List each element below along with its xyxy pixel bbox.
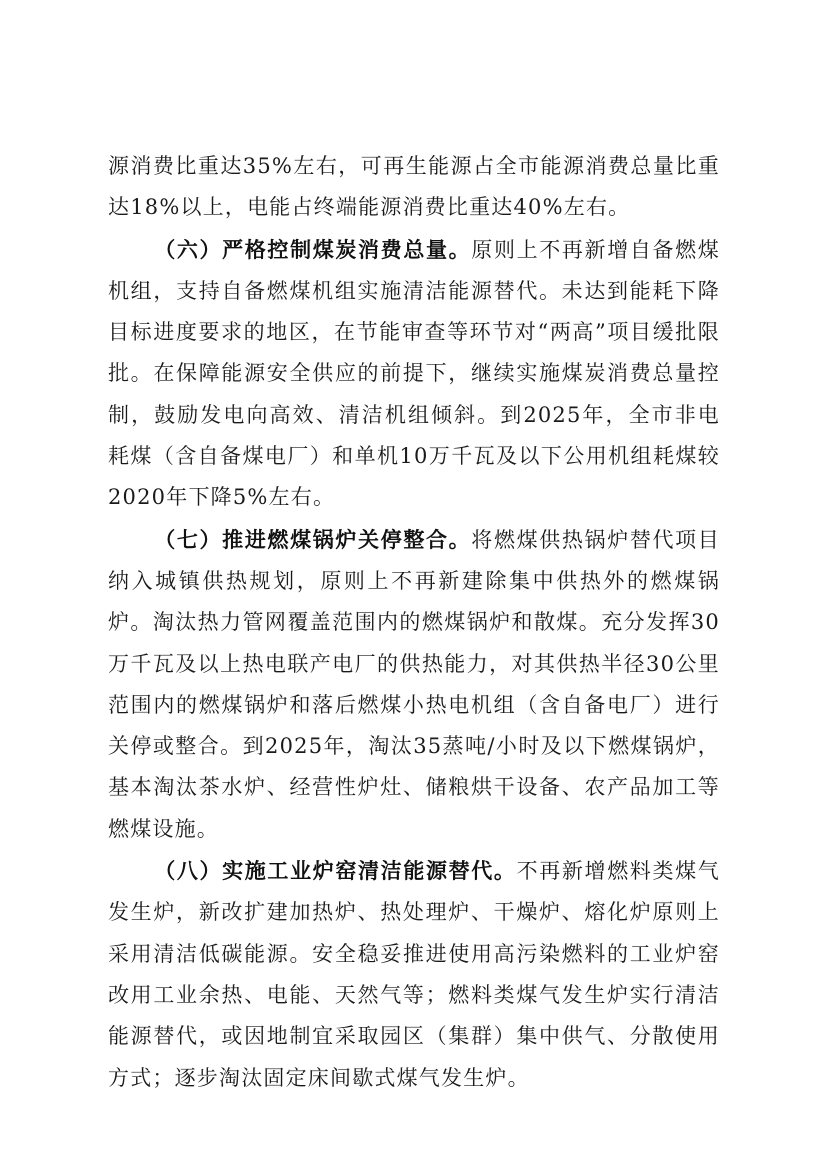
paragraph-coal-consumption-control [108,229,720,519]
document-page [108,146,720,1099]
paragraph-text: 源消费比重达35%左右，可再生能源占全市能源消费总量比重达18%以上，电能占终端能源消费比重达40%左右。 [108,154,720,220]
paragraph-text: 不再新增燃料类煤气发生炉，新改扩建加热炉、热处理炉、干燥炉、熔化炉原则上采用清洁低碳能源。安全稳妥推进使用高污染燃料的工业炉窑改用工业余热、电能、天然气等；燃料类煤气发生炉实行清洁能源替代，或因地制宜采取园区（集群）集中供气、分散使用方式；逐步淘汰固定床间歇式煤气发生炉。 [108,859,720,1090]
paragraph-text: 原则上不再新增自备燃煤机组，支持自备燃煤机组实施清洁能源替代。未达到能耗下降目标进度要求的地区，在节能审查等环节对“两高”项目缓批限批。在保障能源安全供应的前提下，继续实施煤炭消费总量控制，鼓励发电向高效、清洁机组倾斜。到2025年，全市非电耗煤（含自备煤电厂）和单机10万千瓦及以下公用机组耗煤较2020年下降5%左右。 [108,237,720,510]
section-heading-8: （八）实施工业炉窑清洁能源替代。 [154,858,517,884]
section-heading-7: （七）推进燃煤锅炉关停整合。 [154,526,472,552]
paragraph-coal-boiler-shutdown [108,519,720,850]
section-heading-6: （六）严格控制煤炭消费总量。 [154,236,472,262]
paragraph-industrial-kiln-replacement [108,850,720,1099]
paragraph-energy-targets [108,146,720,229]
paragraph-text: 将燃煤供热锅炉替代项目纳入城镇供热规划，原则上不再新建除集中供热外的燃煤锅炉。淘汰热力管网覆盖范围内的燃煤锅炉和散煤。充分发挥30万千瓦及以上热电联产电厂的供热能力，对其供热半径30公里范围内的燃煤锅炉和落后燃煤小热电机组（含自备电厂）进行关停或整合。到2025年，淘汰35蒸吨/小时及以下燃煤锅炉，基本淘汰茶水炉、经营性炉灶、储粮烘干设备、农产品加工等燃煤设施。 [108,527,720,841]
